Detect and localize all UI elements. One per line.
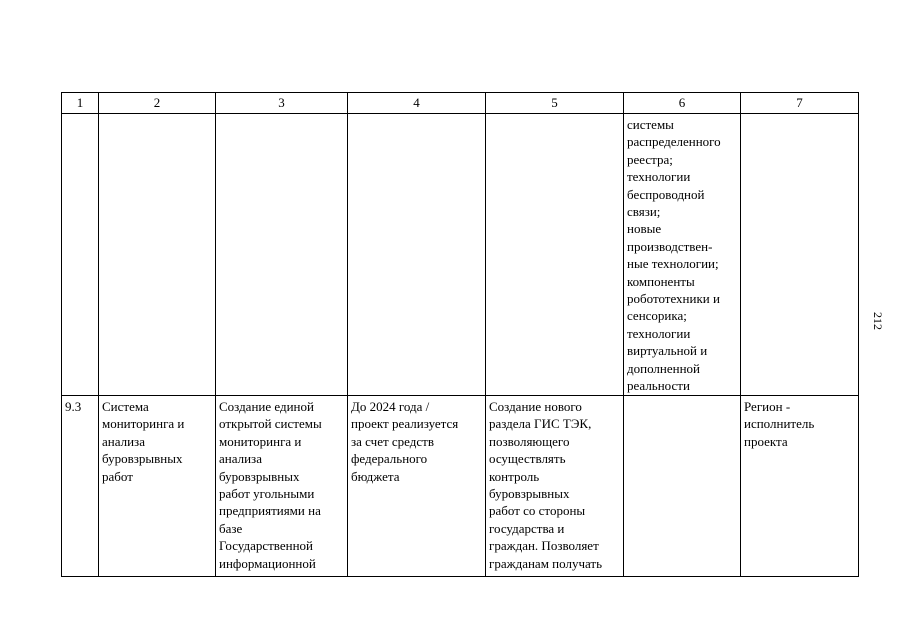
table-cell — [624, 396, 741, 577]
table-header-row — [62, 93, 859, 114]
page-number: 212 — [871, 312, 885, 330]
table-row — [62, 396, 859, 577]
column-header: 7 — [741, 93, 859, 114]
table-cell-result: Создание нового раздела ГИС ТЭК, позволяющего осуществлять контроль буровзрывных работ со стороны государства и граждан. Позволяет гражданам получать — [486, 396, 624, 577]
table-cell-number: 9.3 — [62, 396, 99, 577]
table-cell — [216, 114, 348, 396]
table-cell-executor: Регион - исполнитель проекта — [741, 396, 859, 577]
table-cell-technologies: системы распределенного реестра; технологии беспроводной связи; новые производствен- ные технологии; компоненты робототехники и сенсорика; технологии виртуальной и дополненной реальности — [624, 114, 741, 396]
table-cell — [741, 114, 859, 396]
table-cell — [62, 114, 99, 396]
table-cell — [99, 114, 216, 396]
table-cell — [348, 114, 486, 396]
document-table — [61, 92, 859, 577]
table-cell — [486, 114, 624, 396]
column-header: 1 — [62, 93, 99, 114]
table-row — [62, 114, 859, 396]
column-header: 6 — [624, 93, 741, 114]
column-header: 3 — [216, 93, 348, 114]
column-header: 5 — [486, 93, 624, 114]
table-cell-timeline: До 2024 года / проект реализуется за счет средств федерального бюджета — [348, 396, 486, 577]
table-cell-description: Создание единой открытой системы мониторинга и анализа буровзрывных работ угольными предприятиями на базе Государственной информационной — [216, 396, 348, 577]
table-cell-project-name: Система мониторинга и анализа буровзрывных работ — [99, 396, 216, 577]
column-header: 4 — [348, 93, 486, 114]
column-header: 2 — [99, 93, 216, 114]
